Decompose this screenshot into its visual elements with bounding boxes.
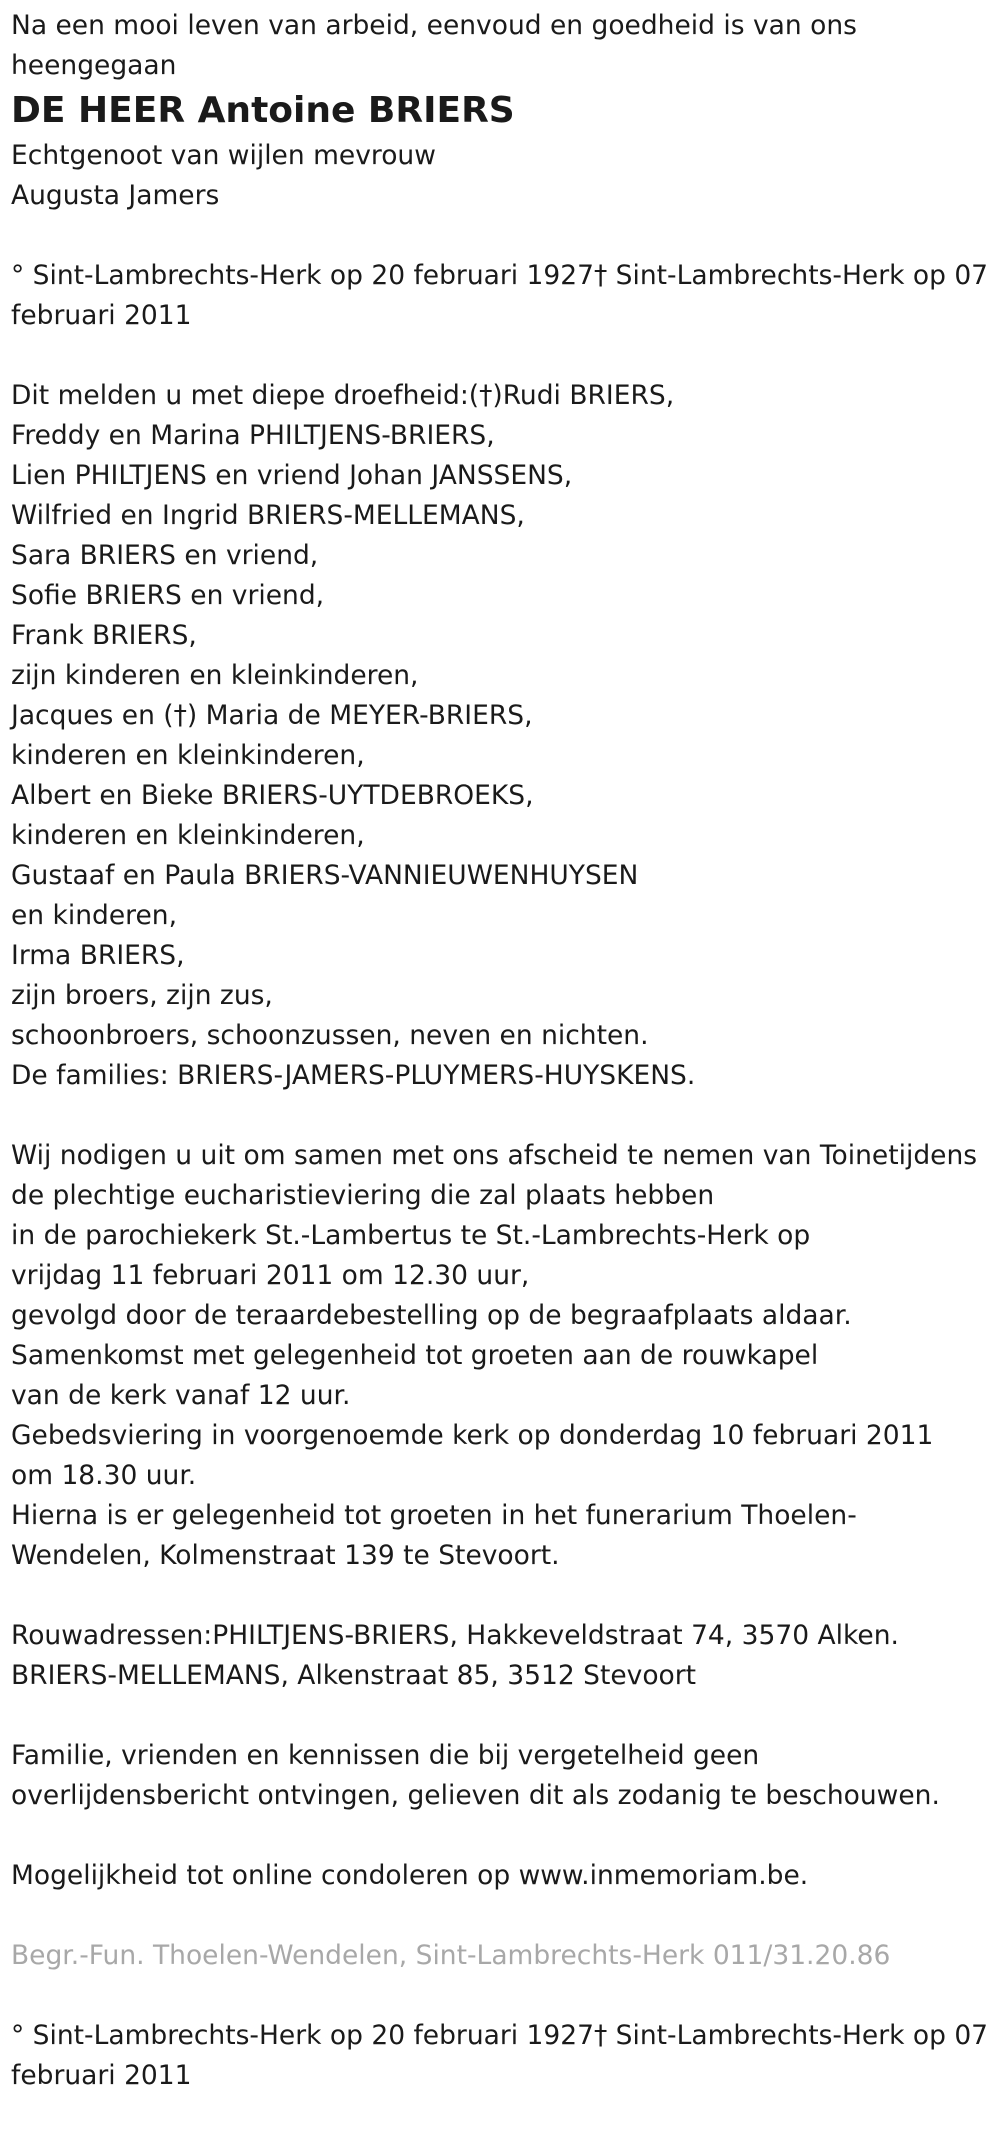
spacer — [11, 1696, 989, 1736]
ceremony-line: de plechtige eucharistieviering die zal plaats hebben — [11, 1180, 715, 1211]
spacer — [11, 1976, 989, 2016]
ceremony-line: Wij nodigen u uit om samen met ons afscheid te nemen van Toinetijdens — [11, 1140, 978, 1171]
intro-text — [11, 6, 989, 86]
funeral-home: Begr.-Fun. Thoelen-Wendelen, Sint-Lambrechts-Herk 011/31.20.86 — [11, 1940, 891, 1971]
spouse-line: Augusta Jamers — [11, 180, 220, 211]
address-line: Rouwadressen:PHILTJENS-BRIERS, Hakkeveldstraat 74, 3570 Alken. — [11, 1620, 899, 1651]
intro-line: Na een mooi leven van arbeid, eenvoud en goedheid is van ons — [11, 10, 857, 41]
life-dates — [11, 256, 989, 336]
intro-line: heengegaan — [11, 50, 177, 81]
spacer — [11, 1576, 989, 1616]
spacer — [11, 1096, 989, 1136]
address-line: BRIERS-MELLEMANS, Alkenstraat 85, 3512 Stevoort — [11, 1660, 697, 1691]
announcement-line: Frank BRIERS, — [11, 620, 197, 651]
spacer — [11, 336, 989, 376]
online-condolence: Mogelijkheid tot online condoleren op www.inmemoriam.be. — [11, 1860, 809, 1891]
ceremony-details — [11, 1136, 989, 1576]
announcement-line: Albert en Bieke BRIERS-UYTDEBROEKS, — [11, 780, 534, 811]
life-dates-footer — [11, 2016, 989, 2096]
family-note-line: overlijdensbericht ontvingen, gelieven dit als zodanig te beschouwen. — [11, 1780, 940, 1811]
announcement-line: Lien PHILTJENS en vriend Johan JANSSENS, — [11, 460, 573, 491]
spacer — [11, 1816, 989, 1856]
ceremony-line: om 18.30 uur. — [11, 1460, 197, 1491]
ceremony-line: in de parochiekerk St.-Lambertus te St.-Lambrechts-Herk op — [11, 1220, 811, 1251]
announcement-list — [11, 376, 989, 1096]
announcement-line: Sofie BRIERS en vriend, — [11, 580, 325, 611]
spouse-line: Echtgenoot van wijlen mevrouw — [11, 140, 436, 171]
ceremony-line: Gebedsviering in voorgenoemde kerk op donderdag 10 februari 2011 — [11, 1420, 934, 1451]
ceremony-line: vrijdag 11 februari 2011 om 12.30 uur, — [11, 1260, 530, 1291]
announcement-line: Wilfried en Ingrid BRIERS-MELLEMANS, — [11, 500, 525, 531]
mourning-addresses — [11, 1616, 989, 1696]
announcement-line: kinderen en kleinkinderen, — [11, 820, 365, 851]
dates-footer-line: ° Sint-Lambrechts-Herk op 20 februari 1927† Sint-Lambrechts-Herk op 07 — [11, 2020, 989, 2051]
announcement-line: De families: BRIERS-JAMERS-PLUYMERS-HUYSKENS. — [11, 1060, 696, 1091]
announcement-line: Sara BRIERS en vriend, — [11, 540, 319, 571]
spacer — [11, 216, 989, 256]
dates-line: februari 2011 — [11, 300, 192, 331]
spacer — [11, 1896, 989, 1936]
dates-footer-line: februari 2011 — [11, 2060, 192, 2091]
announcement-line: zijn broers, zijn zus, — [11, 980, 273, 1011]
ceremony-line: Hierna is er gelegenheid tot groeten in het funerarium Thoelen- — [11, 1500, 857, 1531]
announcement-line: kinderen en kleinkinderen, — [11, 740, 365, 771]
announcement-line: Jacques en (†) Maria de MEYER-BRIERS, — [11, 700, 533, 731]
spouse-text — [11, 136, 989, 216]
ceremony-line: van de kerk vanaf 12 uur. — [11, 1380, 351, 1411]
dates-line: ° Sint-Lambrechts-Herk op 20 februari 1927† Sint-Lambrechts-Herk op 07 — [11, 260, 989, 291]
announcement-line: Irma BRIERS, — [11, 940, 185, 971]
ceremony-line: Wendelen, Kolmenstraat 139 te Stevoort. — [11, 1540, 560, 1571]
ceremony-line: Samenkomst met gelegenheid tot groeten aan de rouwkapel — [11, 1340, 819, 1371]
family-note — [11, 1736, 989, 1816]
announcement-line: zijn kinderen en kleinkinderen, — [11, 660, 419, 691]
announcement-line: Freddy en Marina PHILTJENS-BRIERS, — [11, 420, 495, 451]
announcement-line: Dit melden u met diepe droefheid:(†)Rudi BRIERS, — [11, 380, 675, 411]
announcement-line: en kinderen, — [11, 900, 177, 931]
deceased-name: DE HEER Antoine BRIERS — [11, 90, 515, 131]
ceremony-line: gevolgd door de teraardebestelling op de begraafplaats aldaar. — [11, 1300, 852, 1331]
family-note-line: Familie, vrienden en kennissen die bij vergetelheid geen — [11, 1740, 760, 1771]
announcement-line: Gustaaf en Paula BRIERS-VANNIEUWENHUYSEN — [11, 860, 639, 891]
announcement-line: schoonbroers, schoonzussen, neven en nichten. — [11, 1020, 649, 1051]
